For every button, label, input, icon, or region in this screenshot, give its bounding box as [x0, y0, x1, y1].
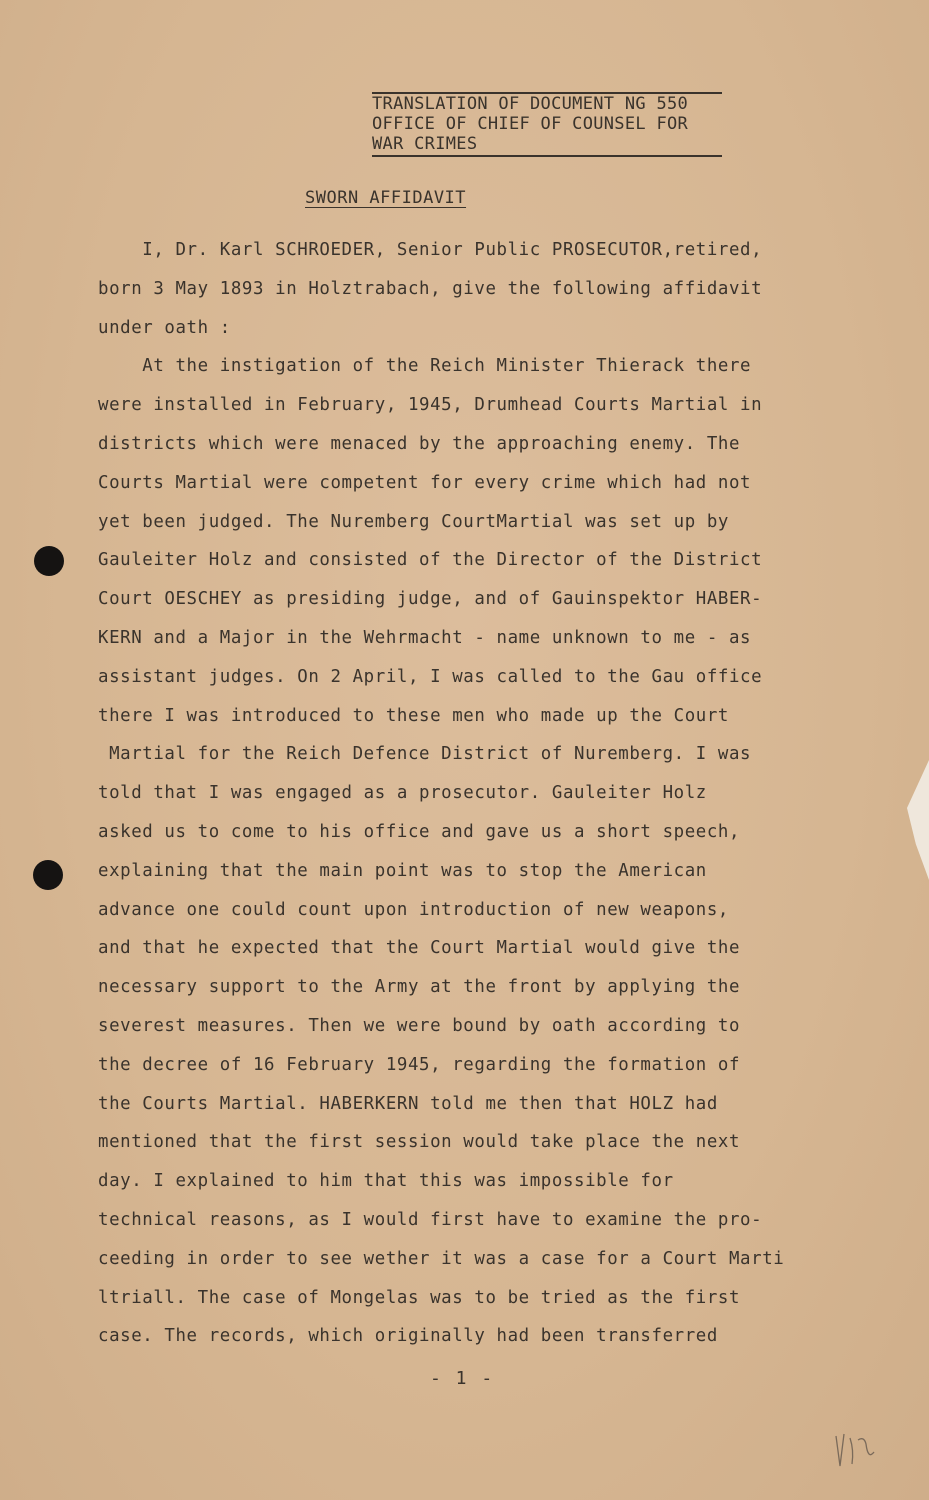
- body-line: there I was introduced to these men who made up the Court: [98, 705, 729, 726]
- document-title: SWORN AFFIDAVIT: [305, 188, 467, 208]
- body-line: and that he expected that the Court Martial would give the: [98, 938, 741, 959]
- body-line: I, Dr. Karl SCHROEDER, Senior Public PROSECUTOR,retired,: [98, 240, 763, 260]
- body-line: born 3 May 1893 in Holztrabach, give the following affidavit: [98, 278, 763, 299]
- handwritten-initials: [830, 1430, 878, 1470]
- body-line: ceeding in order to see wether it was a case for a Court Marti: [98, 1248, 785, 1269]
- header-line-2: OFFICE OF CHIEF OF COUNSEL FOR: [372, 114, 689, 134]
- header-line-1: TRANSLATION OF DOCUMENT NG 550: [372, 92, 722, 114]
- body-line: day. I explained to him that this was impossible for: [98, 1171, 674, 1192]
- page-number: - 1 -: [430, 1368, 495, 1389]
- body-line: assistant judges. On 2 April, I was called to the Gau office: [98, 666, 763, 687]
- punch-hole-upper: [34, 546, 64, 576]
- body-line: Court OESCHEY as presiding judge, and of Gauinspektor HABER-: [98, 589, 763, 610]
- body-line: case. The records, which originally had been transferred: [98, 1326, 718, 1347]
- body-line: necessary support to the Army at the front by applying the: [98, 977, 741, 998]
- body-line: mentioned that the first session would take place the next: [98, 1132, 741, 1153]
- body-line: Courts Martial were competent for every crime which had not: [98, 472, 752, 493]
- body-line: districts which were menaced by the approaching enemy. The: [98, 434, 741, 454]
- body-line: were installed in February, 1945, Drumhead Courts Martial in: [98, 395, 763, 416]
- document-header: [372, 92, 722, 157]
- punch-hole-lower: [33, 860, 63, 890]
- body-line: Gauleiter Holz and consisted of the Director of the District: [98, 550, 763, 571]
- torn-page-edge: [907, 760, 929, 880]
- body-line: the decree of 16 February 1945, regarding the formation of: [98, 1054, 741, 1075]
- body-line: KERN and a Major in the Wehrmacht - name unknown to me - as: [98, 628, 752, 648]
- body-line: the Courts Martial. HABERKERN told me then that HOLZ had: [98, 1093, 718, 1114]
- body-line: asked us to come to his office and gave us a short speech,: [98, 822, 741, 842]
- header-line-3: WAR CRIMES: [372, 134, 722, 157]
- body-line: advance one could count upon introduction of new weapons,: [98, 899, 729, 920]
- body-line: ltriall. The case of Mongelas was to be tried as the first: [98, 1287, 741, 1308]
- body-line: yet been judged. The Nuremberg CourtMartial was set up by: [98, 511, 729, 532]
- body-line: explaining that the main point was to stop the American: [98, 860, 707, 881]
- body-line: technical reasons, as I would first have to examine the pro-: [98, 1210, 763, 1230]
- body-line: severest measures. Then we were bound by oath according to: [98, 1016, 741, 1036]
- body-line: under oath :: [98, 317, 231, 338]
- body-line: At the instigation of the Reich Minister Thierack there: [98, 356, 752, 377]
- body-line: told that I was engaged as a prosecutor. Gauleiter Holz: [98, 783, 707, 804]
- body-line: Martial for the Reich Defence District of Nuremberg. I was: [98, 744, 752, 765]
